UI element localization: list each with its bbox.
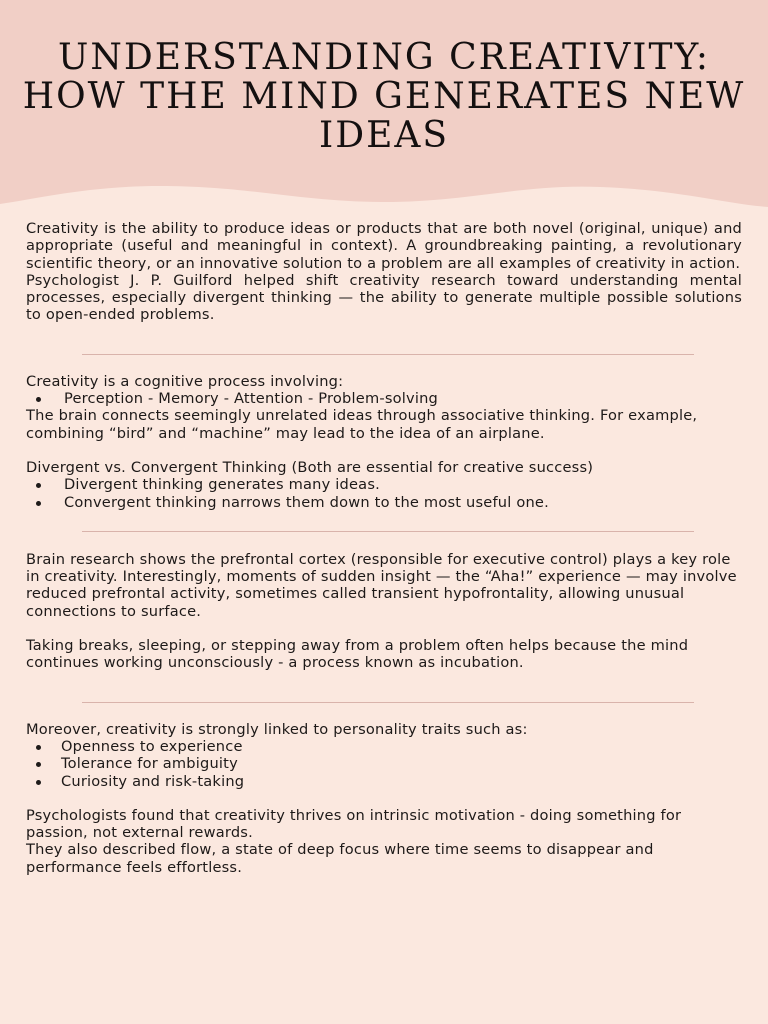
header-banner (0, 0, 768, 215)
section-personality (26, 721, 742, 876)
guilford-paragraph: Psychologist J. P. Guilford helped shift creativity research toward understanding mental processes, especially divergent thinking — the ability to generate multiple possible solutions to open-ended problems. (26, 271, 742, 324)
page-title: UNDERSTANDING CREATIVITY: HOW THE MIND GENERATES NEW IDEAS (22, 37, 746, 156)
personality-intro: Moreover, creativity is strongly linked to personality traits such as: (26, 720, 528, 738)
thinking-heading: Divergent vs. Convergent Thinking (Both are essential for creative success) (26, 458, 594, 476)
article-body (26, 220, 742, 876)
list-item: Curiosity and risk-taking (26, 773, 742, 790)
section-divider (82, 702, 694, 703)
cognitive-list (26, 390, 742, 407)
list-item: Tolerance for ambiguity (26, 755, 742, 772)
section-cognitive (26, 373, 742, 511)
motivation-paragraph: Psychologists found that creativity thrives on intrinsic motivation - doing something for passion, not external rewards. (26, 806, 682, 842)
thinking-list (26, 476, 742, 511)
list-item: Perception - Memory - Attention - Problem-solving (26, 390, 742, 407)
definition-paragraph: Creativity is the ability to produce ideas or products that are both novel (original, unique) and appropriate (useful and meaningful in context). A groundbreaking painting, a revolutionary scientific theory, or an innovative solution to a problem are all examples of creativity in action. (26, 220, 742, 272)
section-divider (82, 531, 694, 532)
associative-paragraph: The brain connects seemingly unrelated ideas through associative thinking. For example, combining “bird” and “machine” may lead to the idea of an airplane. (26, 407, 698, 442)
section-definition (26, 220, 742, 324)
brain-paragraph: Brain research shows the prefrontal cortex (responsible for executive control) plays a key role in creativity. Interestingly, moments of sudden insight — the “Aha!” experience — may involve reduced prefrontal activity, sometimes called transient hypofrontality, allowing unusual connections to surface. (26, 550, 737, 620)
list-item: Convergent thinking narrows them down to the most useful one. (26, 494, 742, 511)
incubation-paragraph: Taking breaks, sleeping, or stepping away from a problem often helps because the mind continues working unconsciously - a process known as incubation. (26, 637, 689, 672)
list-item: Openness to experience (26, 738, 742, 755)
section-brain (26, 551, 742, 672)
list-item: Divergent thinking generates many ideas. (26, 476, 742, 493)
section-divider (82, 354, 694, 355)
flow-paragraph: They also described flow, a state of deep focus where time seems to disappear and performance feels effortless. (26, 841, 654, 876)
cognitive-intro: Creativity is a cognitive process involving: (26, 372, 344, 390)
traits-list (26, 738, 742, 790)
